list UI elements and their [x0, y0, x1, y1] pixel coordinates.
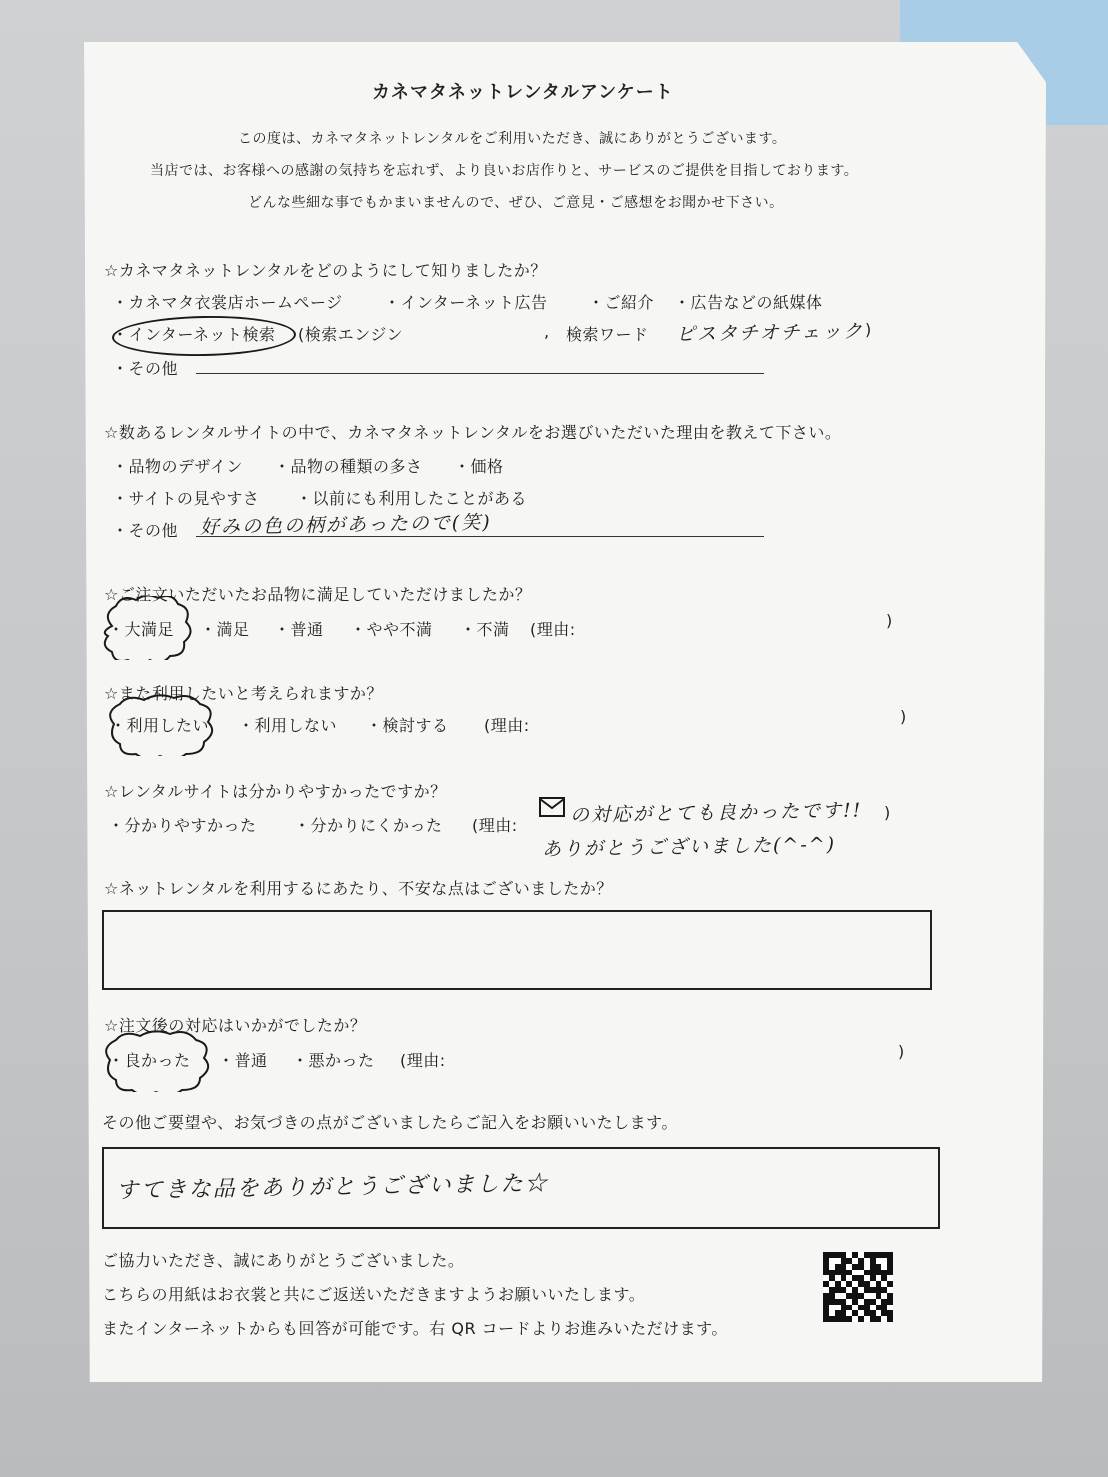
- q3-option-satisfied[interactable]: ・満足: [200, 620, 250, 639]
- q1-word-answer: ピスタチオチェック: [675, 320, 865, 346]
- q1-question: ☆カネマタネットレンタルをどのようにして知りましたか？: [104, 261, 547, 280]
- q2-other-line[interactable]: [196, 536, 764, 537]
- envelope-icon: [538, 796, 566, 818]
- survey-title: カネマタネットレンタルアンケート: [372, 82, 674, 103]
- q7-option-bad[interactable]: ・悪かった: [292, 1051, 375, 1070]
- q1-comma: ,: [544, 322, 550, 341]
- q2-other-label[interactable]: ・その他: [112, 521, 179, 540]
- intro-line-3: どんな些細な事でもかまいませんので、ぜひ、ご意見・ご感想をお聞かせ下さい。: [248, 195, 784, 211]
- q5-close-paren: ): [884, 803, 891, 822]
- q1-other-label[interactable]: ・その他: [112, 359, 179, 378]
- q1-option-net-search[interactable]: ・インターネット検索: [112, 325, 276, 344]
- intro-line-2: 当店では、お客様への感謝の気持ちを忘れず、より良いお店作りと、サービスのご提供を目指しております。: [150, 163, 859, 179]
- q5-reason-label: (理由:: [472, 816, 518, 835]
- q7-question: ☆注文後の対応はいかがでしたか？: [104, 1016, 367, 1035]
- q7-close-paren: ): [898, 1042, 905, 1061]
- q3-option-dissatisfied[interactable]: ・不満: [460, 620, 510, 639]
- q5-answer-line-2: ありがとうございました(^-^): [541, 833, 837, 861]
- q2-question: ☆数あるレンタルサイトの中で、カネマタネットレンタルをお選びいただいた理由を教えて下さい。: [104, 423, 842, 442]
- q2-option-used-before[interactable]: ・以前にも利用したことがある: [296, 489, 528, 508]
- q1-engine-label: (検索エンジン: [298, 325, 403, 344]
- footer-line-1: ご協力いただき、誠にありがとうございました。: [102, 1251, 465, 1270]
- footer-line-3: またインターネットからも回答が可能です。右 QR コードよりお進みいただけます。: [102, 1319, 728, 1338]
- q6-answer-box[interactable]: [102, 910, 932, 990]
- footer-line-2: こちらの用紙はお衣裳と共にご返送いただきますようお願いいたします。: [102, 1285, 646, 1304]
- q4-close-paren: ): [900, 707, 907, 726]
- q5-option-easy[interactable]: ・分かりやすかった: [108, 816, 257, 835]
- q7-selection-cloud: [96, 1030, 216, 1092]
- q4-option-will-use[interactable]: ・利用したい: [110, 716, 210, 735]
- intro-line-1: この度は、カネマタネットレンタルをご利用いただき、誠にありがとうございます。: [238, 131, 787, 147]
- q3-question: ☆ご注文いただいたお品物に満足していただけましたか？: [104, 585, 532, 604]
- q3-option-neutral[interactable]: ・普通: [274, 620, 324, 639]
- q1-option-referral[interactable]: ・ご紹介: [588, 293, 655, 312]
- q3-selection-cloud: [98, 596, 194, 660]
- q5-option-hard[interactable]: ・分かりにくかった: [294, 816, 443, 835]
- q1-option-homepage[interactable]: ・カネマタ衣裳店ホームページ: [112, 293, 343, 312]
- qr-code[interactable]: [823, 1252, 893, 1322]
- q6-question: ☆ネットレンタルを利用するにあたり、不安な点はございましたか？: [104, 879, 613, 898]
- q7-reason-label: (理由:: [400, 1051, 446, 1070]
- q3-option-very-satisfied[interactable]: ・大満足: [108, 620, 175, 639]
- q1-word-label: 検索ワード: [566, 325, 649, 344]
- q4-reason-label: (理由:: [484, 716, 530, 735]
- q8-answer: すてきな品をありがとうございました☆: [115, 1171, 549, 1204]
- q1-option-paper-media[interactable]: ・広告などの紙媒体: [674, 293, 823, 312]
- q3-close-paren: ): [886, 611, 893, 630]
- q5-answer-line-1: の対応がとても良かったです!!: [569, 799, 863, 827]
- q1-other-line[interactable]: [196, 373, 764, 374]
- q8-question: その他ご要望や、お気づきの点がございましたらご記入をお願いいたします。: [102, 1113, 678, 1132]
- q1-close-paren: ): [865, 320, 872, 339]
- q3-reason-label: (理由:: [530, 620, 576, 639]
- q2-other-answer: 好みの色の柄があったので(笑): [199, 511, 492, 539]
- q4-question: ☆また利用したいと考えられますか？: [104, 684, 383, 703]
- q4-option-will-not-use[interactable]: ・利用しない: [238, 716, 338, 735]
- q1-option-net-ad[interactable]: ・インターネット広告: [384, 293, 548, 312]
- q2-option-price[interactable]: ・価格: [454, 457, 504, 476]
- q3-option-slightly-dissatisfied[interactable]: ・やや不満: [350, 620, 433, 639]
- q2-option-readability[interactable]: ・サイトの見やすさ: [112, 489, 260, 508]
- q7-option-neutral[interactable]: ・普通: [218, 1051, 268, 1070]
- q7-option-good[interactable]: ・良かった: [108, 1051, 191, 1070]
- q2-option-variety[interactable]: ・品物の種類の多さ: [274, 457, 423, 476]
- q2-option-design[interactable]: ・品物のデザイン: [112, 457, 243, 476]
- q4-selection-cloud: [100, 694, 220, 756]
- q5-question: ☆レンタルサイトは分かりやすかったですか？: [104, 782, 447, 801]
- q4-option-consider[interactable]: ・検討する: [366, 716, 449, 735]
